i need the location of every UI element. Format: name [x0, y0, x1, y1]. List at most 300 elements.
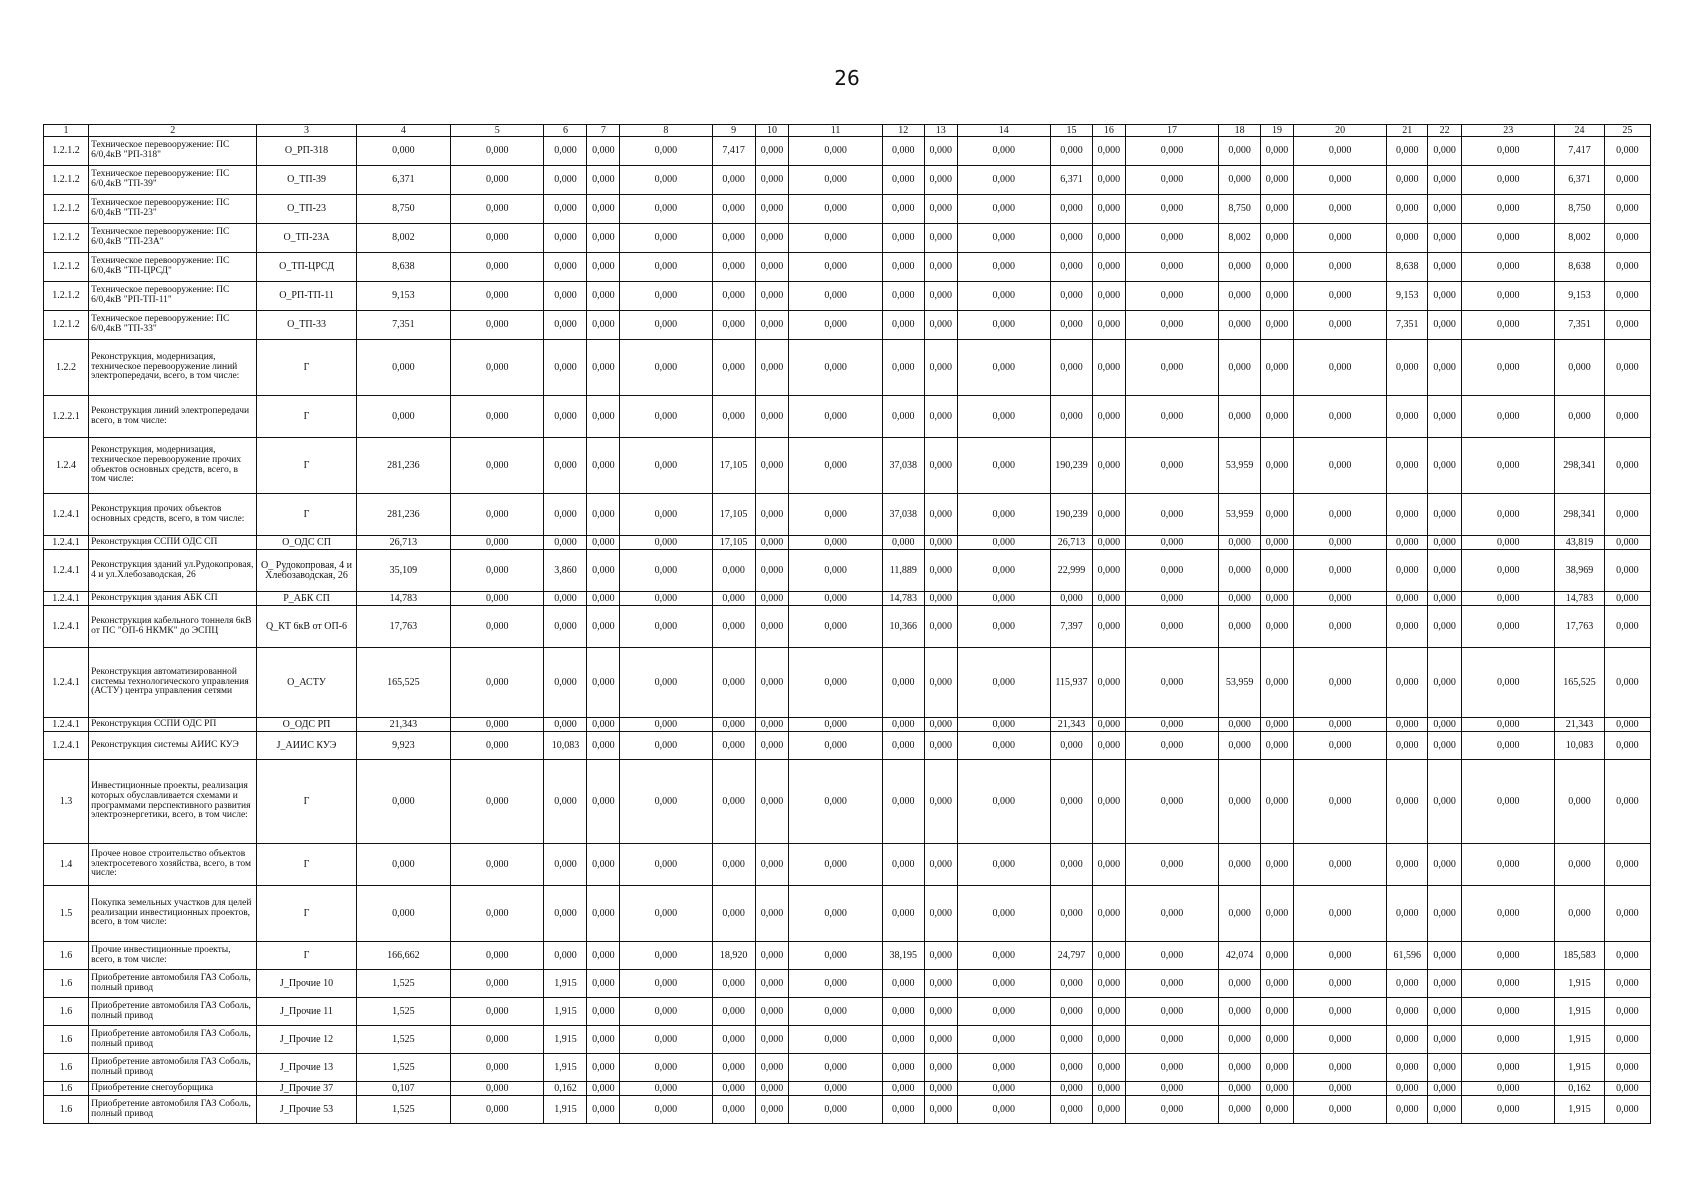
value-cell: 0,000	[957, 648, 1050, 718]
value-cell: 0,000	[587, 224, 620, 253]
value-cell: 0,000	[1428, 195, 1462, 224]
row-id-cell: 1.6	[44, 1082, 89, 1096]
project-code-cell: О_РП-ТП-11	[257, 282, 356, 311]
value-cell: 0,000	[1125, 844, 1218, 886]
value-cell: 0,000	[451, 592, 544, 606]
value-cell: 0,000	[544, 311, 587, 340]
value-cell: 24,797	[1050, 942, 1092, 970]
value-cell: 0,000	[1387, 536, 1428, 550]
value-cell: 0,000	[1293, 592, 1386, 606]
table-row	[44, 732, 1651, 760]
value-cell: 0,000	[1050, 224, 1092, 253]
value-cell: 0,000	[451, 438, 544, 494]
table-row	[44, 592, 1651, 606]
value-cell: 0,000	[544, 282, 587, 311]
value-cell: 10,366	[882, 606, 924, 648]
value-cell: 0,000	[924, 1096, 957, 1124]
value-cell: 0,000	[789, 137, 882, 166]
value-cell: 0,000	[544, 195, 587, 224]
value-cell: 0,000	[924, 438, 957, 494]
project-name-cell: Реконструкция, модернизация, техническое перевооружение прочих объектов основных средств, всего, в том числе:	[89, 438, 257, 494]
value-cell: 0,000	[1462, 195, 1555, 224]
value-cell: 0,000	[620, 195, 712, 224]
column-header: 23	[1462, 125, 1555, 137]
value-cell: 0,000	[1092, 592, 1125, 606]
row-id-cell: 1.2.1.2	[44, 137, 89, 166]
value-cell: 0,000	[620, 886, 712, 942]
value-cell: 0,000	[1219, 732, 1261, 760]
value-cell: 0,000	[587, 166, 620, 195]
value-cell: 0,000	[1125, 494, 1218, 536]
value-cell: 0,000	[1387, 1082, 1428, 1096]
value-cell: 0,000	[1387, 438, 1428, 494]
value-cell: 1,915	[544, 970, 587, 998]
value-cell: 0,000	[620, 1096, 712, 1124]
value-cell: 9,153	[356, 282, 450, 311]
value-cell: 0,000	[789, 536, 882, 550]
project-code-cell: J_Прочие 13	[257, 1054, 356, 1082]
value-cell: 0,000	[1604, 166, 1650, 195]
value-cell: 0,000	[1261, 137, 1294, 166]
project-code-cell: J_АИИС КУЭ	[257, 732, 356, 760]
value-cell: 1,915	[544, 1054, 587, 1082]
value-cell: 6,371	[356, 166, 450, 195]
value-cell: 0,000	[1050, 137, 1092, 166]
project-code-cell: J_Прочие 10	[257, 970, 356, 998]
value-cell: 0,000	[882, 253, 924, 282]
value-cell: 0,000	[957, 606, 1050, 648]
value-cell: 0,000	[1219, 311, 1261, 340]
value-cell: 0,000	[587, 137, 620, 166]
column-header: 2	[89, 125, 257, 137]
value-cell: 1,915	[544, 1026, 587, 1054]
value-cell: 0,000	[924, 224, 957, 253]
value-cell: 0,000	[1428, 1054, 1462, 1082]
value-cell: 0,000	[1261, 606, 1294, 648]
value-cell: 185,583	[1555, 942, 1604, 970]
value-cell: 0,000	[1604, 606, 1650, 648]
value-cell: 0,000	[1092, 732, 1125, 760]
value-cell: 0,000	[620, 844, 712, 886]
value-cell: 0,000	[1604, 970, 1650, 998]
project-name-cell: Техническое перевооружение: ПС 6/0,4кВ "ТП-39"	[89, 166, 257, 195]
value-cell: 0,000	[1092, 224, 1125, 253]
value-cell: 0,000	[451, 970, 544, 998]
value-cell: 0,000	[1219, 1026, 1261, 1054]
value-cell: 0,000	[451, 1096, 544, 1124]
value-cell: 0,000	[1462, 224, 1555, 253]
value-cell: 38,195	[882, 942, 924, 970]
table-row	[44, 606, 1651, 648]
value-cell: 0,000	[924, 844, 957, 886]
project-code-cell: О_ Рудокопровая, 4 и Хлебозаводская, 26	[257, 550, 356, 592]
value-cell: 0,000	[1261, 536, 1294, 550]
value-cell: 0,000	[924, 886, 957, 942]
table-row	[44, 1054, 1651, 1082]
value-cell: 0,000	[924, 282, 957, 311]
value-cell: 0,000	[1387, 606, 1428, 648]
row-id-cell: 1.2.2	[44, 340, 89, 396]
value-cell: 0,000	[957, 396, 1050, 438]
value-cell: 0,000	[1261, 282, 1294, 311]
value-cell: 0,000	[882, 396, 924, 438]
value-cell: 0,000	[882, 1054, 924, 1082]
value-cell: 0,000	[1261, 844, 1294, 886]
value-cell: 0,000	[587, 1026, 620, 1054]
value-cell: 0,000	[356, 396, 450, 438]
value-cell: 0,000	[1387, 1054, 1428, 1082]
value-cell: 0,000	[451, 998, 544, 1026]
value-cell: 0,000	[1125, 970, 1218, 998]
value-cell: 0,000	[1261, 942, 1294, 970]
column-header: 18	[1219, 125, 1261, 137]
value-cell: 0,000	[1604, 998, 1650, 1026]
value-cell: 0,000	[712, 340, 755, 396]
value-cell: 0,000	[1125, 886, 1218, 942]
value-cell: 0,000	[1092, 760, 1125, 844]
value-cell: 0,000	[451, 396, 544, 438]
project-code-cell: Г	[257, 844, 356, 886]
value-cell: 0,000	[1293, 718, 1386, 732]
value-cell: 8,638	[1387, 253, 1428, 282]
value-cell: 0,000	[587, 648, 620, 718]
value-cell: 0,000	[1293, 648, 1386, 718]
value-cell: 0,000	[712, 886, 755, 942]
value-cell: 0,000	[451, 760, 544, 844]
value-cell: 0,000	[1462, 942, 1555, 970]
value-cell: 0,000	[1261, 494, 1294, 536]
value-cell: 0,000	[1092, 282, 1125, 311]
value-cell: 0,000	[1462, 311, 1555, 340]
value-cell: 53,959	[1219, 494, 1261, 536]
value-cell: 0,000	[1092, 1054, 1125, 1082]
value-cell: 14,783	[1555, 592, 1604, 606]
value-cell: 0,000	[924, 1026, 957, 1054]
value-cell: 0,000	[1219, 137, 1261, 166]
table-row	[44, 844, 1651, 886]
value-cell: 0,000	[620, 396, 712, 438]
project-name-cell: Прочие инвестиционные проекты, всего, в том числе:	[89, 942, 257, 970]
value-cell: 0,000	[544, 648, 587, 718]
value-cell: 10,083	[1555, 732, 1604, 760]
value-cell: 0,000	[1428, 732, 1462, 760]
table-row	[44, 1082, 1651, 1096]
value-cell: 0,000	[957, 844, 1050, 886]
value-cell: 0,000	[544, 942, 587, 970]
value-cell: 0,000	[1293, 494, 1386, 536]
value-cell: 0,000	[755, 340, 789, 396]
project-code-cell: Г	[257, 438, 356, 494]
row-id-cell: 1.5	[44, 886, 89, 942]
value-cell: 0,000	[1604, 648, 1650, 718]
value-cell: 0,000	[712, 224, 755, 253]
value-cell: 0,000	[1092, 550, 1125, 592]
value-cell: 42,074	[1219, 942, 1261, 970]
value-cell: 0,000	[587, 732, 620, 760]
value-cell: 0,000	[1050, 396, 1092, 438]
value-cell: 0,000	[451, 166, 544, 195]
value-cell: 0,000	[1428, 494, 1462, 536]
value-cell: 281,236	[356, 438, 450, 494]
value-cell: 0,000	[882, 282, 924, 311]
value-cell: 0,000	[1462, 760, 1555, 844]
value-cell: 26,713	[1050, 536, 1092, 550]
value-cell: 0,000	[957, 592, 1050, 606]
value-cell: 17,763	[1555, 606, 1604, 648]
project-name-cell: Техническое перевооружение: ПС 6/0,4кВ "РП-318"	[89, 137, 257, 166]
value-cell: 0,000	[1462, 166, 1555, 195]
value-cell: 0,000	[1050, 760, 1092, 844]
project-code-cell: О_ТП-23	[257, 195, 356, 224]
value-cell: 0,000	[1219, 1096, 1261, 1124]
value-cell: 0,000	[712, 253, 755, 282]
value-cell: 0,000	[712, 732, 755, 760]
value-cell: 0,000	[1050, 282, 1092, 311]
value-cell: 0,000	[1293, 1026, 1386, 1054]
row-id-cell: 1.3	[44, 760, 89, 844]
value-cell: 0,000	[1462, 592, 1555, 606]
value-cell: 0,000	[755, 253, 789, 282]
value-cell: 0,000	[1092, 942, 1125, 970]
value-cell: 0,000	[755, 844, 789, 886]
value-cell: 0,000	[1387, 732, 1428, 760]
value-cell: 1,915	[544, 1096, 587, 1124]
value-cell: 0,000	[924, 648, 957, 718]
table-row	[44, 1096, 1651, 1124]
value-cell: 0,000	[712, 760, 755, 844]
value-cell: 0,000	[957, 494, 1050, 536]
value-cell: 14,783	[356, 592, 450, 606]
value-cell: 0,000	[924, 311, 957, 340]
value-cell: 0,000	[1293, 550, 1386, 592]
project-code-cell: О_РП-318	[257, 137, 356, 166]
project-name-cell: Реконструкция прочих объектов основных средств, всего, в том числе:	[89, 494, 257, 536]
value-cell: 0,000	[882, 732, 924, 760]
value-cell: 7,351	[356, 311, 450, 340]
value-cell: 0,162	[544, 1082, 587, 1096]
value-cell: 0,000	[620, 1082, 712, 1096]
value-cell: 0,000	[1428, 340, 1462, 396]
value-cell: 0,000	[789, 732, 882, 760]
value-cell: 0,000	[712, 1082, 755, 1096]
value-cell: 0,000	[1219, 1054, 1261, 1082]
value-cell: 8,638	[356, 253, 450, 282]
value-cell: 0,000	[957, 253, 1050, 282]
value-cell: 0,000	[1604, 1096, 1650, 1124]
value-cell: 0,000	[1428, 606, 1462, 648]
value-cell: 298,341	[1555, 494, 1604, 536]
value-cell: 0,000	[1219, 396, 1261, 438]
value-cell: 0,000	[544, 396, 587, 438]
value-cell: 0,000	[1125, 732, 1218, 760]
value-cell: 0,000	[957, 718, 1050, 732]
project-name-cell: Реконструкция автоматизированной системы технологического управления (АСТУ) центра управления сетями	[89, 648, 257, 718]
column-header: 12	[882, 125, 924, 137]
value-cell: 0,000	[882, 886, 924, 942]
value-cell: 0,000	[712, 648, 755, 718]
value-cell: 0,000	[957, 732, 1050, 760]
column-header: 15	[1050, 125, 1092, 137]
value-cell: 0,000	[957, 886, 1050, 942]
project-code-cell: Р_АБК СП	[257, 592, 356, 606]
value-cell: 0,000	[1387, 970, 1428, 998]
column-header: 1	[44, 125, 89, 137]
value-cell: 0,000	[1092, 396, 1125, 438]
value-cell: 0,000	[957, 438, 1050, 494]
value-cell: 0,000	[1387, 998, 1428, 1026]
project-name-cell: Прочее новое строительство объектов электросетевого хозяйства, всего, в том числе:	[89, 844, 257, 886]
value-cell: 0,000	[451, 550, 544, 592]
value-cell: 0,000	[1261, 1026, 1294, 1054]
project-name-cell: Техническое перевооружение: ПС 6/0,4кВ "ТП-ЦРСД"	[89, 253, 257, 282]
value-cell: 0,000	[1293, 311, 1386, 340]
value-cell: 0,000	[451, 648, 544, 718]
value-cell: 0,000	[789, 340, 882, 396]
value-cell: 0,000	[1462, 1054, 1555, 1082]
value-cell: 0,000	[620, 606, 712, 648]
value-cell: 0,000	[1219, 166, 1261, 195]
project-name-cell: Приобретение снегоуборщика	[89, 1082, 257, 1096]
value-cell: 0,000	[1604, 844, 1650, 886]
value-cell: 0,000	[1092, 886, 1125, 942]
project-name-cell: Реконструкция, модернизация, техническое перевооружение линий электропередачи, всего, в том числе:	[89, 340, 257, 396]
project-name-cell: Реконструкция системы АИИС КУЭ	[89, 732, 257, 760]
value-cell: 0,000	[789, 998, 882, 1026]
value-cell: 0,000	[1387, 648, 1428, 718]
value-cell: 7,417	[712, 137, 755, 166]
column-header: 8	[620, 125, 712, 137]
value-cell: 0,000	[789, 886, 882, 942]
row-id-cell: 1.2.2.1	[44, 396, 89, 438]
value-cell: 0,000	[957, 1082, 1050, 1096]
row-id-cell: 1.2.4.1	[44, 550, 89, 592]
value-cell: 0,000	[1219, 998, 1261, 1026]
table-row	[44, 340, 1651, 396]
value-cell: 0,000	[755, 760, 789, 844]
value-cell: 0,000	[882, 1026, 924, 1054]
value-cell: 35,109	[356, 550, 450, 592]
value-cell: 0,000	[620, 550, 712, 592]
value-cell: 0,000	[620, 998, 712, 1026]
value-cell: 0,000	[924, 1054, 957, 1082]
value-cell: 0,000	[1387, 550, 1428, 592]
value-cell: 0,000	[1555, 760, 1604, 844]
value-cell: 0,000	[1428, 137, 1462, 166]
value-cell: 0,000	[789, 648, 882, 718]
value-cell: 0,000	[1387, 1096, 1428, 1124]
value-cell: 0,000	[957, 195, 1050, 224]
value-cell: 0,000	[789, 550, 882, 592]
value-cell: 0,000	[620, 760, 712, 844]
value-cell: 0,000	[587, 282, 620, 311]
value-cell: 0,000	[755, 224, 789, 253]
value-cell: 0,000	[924, 195, 957, 224]
table-body	[44, 137, 1651, 1124]
value-cell: 0,000	[1462, 606, 1555, 648]
value-cell: 0,000	[1092, 438, 1125, 494]
value-cell: 0,000	[1293, 536, 1386, 550]
value-cell: 0,000	[451, 1082, 544, 1096]
value-cell: 0,000	[620, 494, 712, 536]
value-cell: 0,000	[1428, 1082, 1462, 1096]
value-cell: 0,000	[882, 998, 924, 1026]
value-cell: 0,000	[1555, 340, 1604, 396]
value-cell: 0,000	[1092, 970, 1125, 998]
value-cell: 0,000	[1462, 494, 1555, 536]
value-cell: 8,002	[1219, 224, 1261, 253]
value-cell: 0,000	[789, 760, 882, 844]
table-row	[44, 396, 1651, 438]
project-code-cell: О_ОДС РП	[257, 718, 356, 732]
value-cell: 0,000	[587, 718, 620, 732]
project-name-cell: Техническое перевооружение: ПС 6/0,4кВ "ТП-23А"	[89, 224, 257, 253]
value-cell: 8,750	[1219, 195, 1261, 224]
value-cell: 0,000	[1387, 844, 1428, 886]
value-cell: 0,000	[1050, 886, 1092, 942]
value-cell: 0,000	[1293, 844, 1386, 886]
value-cell: 0,000	[789, 1026, 882, 1054]
value-cell: 0,000	[1428, 844, 1462, 886]
value-cell: 0,000	[924, 718, 957, 732]
value-cell: 0,000	[1261, 1082, 1294, 1096]
value-cell: 0,000	[755, 550, 789, 592]
value-cell: 0,000	[356, 886, 450, 942]
value-cell: 0,000	[620, 340, 712, 396]
value-cell: 0,000	[1604, 438, 1650, 494]
value-cell: 0,000	[1092, 1082, 1125, 1096]
value-cell: 0,000	[587, 340, 620, 396]
value-cell: 0,000	[1092, 648, 1125, 718]
value-cell: 0,000	[1125, 282, 1218, 311]
project-name-cell: Инвестиционные проекты, реализация которых обуславливается схемами и программами перспективного развития электроэнергетики, всего, в том числе:	[89, 760, 257, 844]
value-cell: 0,000	[1261, 718, 1294, 732]
value-cell: 0,000	[957, 998, 1050, 1026]
value-cell: 0,000	[1125, 648, 1218, 718]
project-name-cell: Реконструкция здания АБК СП	[89, 592, 257, 606]
value-cell: 0,000	[1462, 396, 1555, 438]
value-cell: 0,000	[712, 195, 755, 224]
row-id-cell: 1.2.4.1	[44, 718, 89, 732]
value-cell: 0,000	[587, 438, 620, 494]
value-cell: 0,000	[1050, 253, 1092, 282]
value-cell: 1,525	[356, 1096, 450, 1124]
value-cell: 0,000	[620, 592, 712, 606]
value-cell: 0,000	[712, 550, 755, 592]
value-cell: 0,000	[1387, 718, 1428, 732]
value-cell: 0,000	[924, 970, 957, 998]
value-cell: 0,000	[544, 340, 587, 396]
project-code-cell: J_Прочие 53	[257, 1096, 356, 1124]
value-cell: 8,750	[356, 195, 450, 224]
value-cell: 0,000	[1125, 592, 1218, 606]
value-cell: 7,351	[1387, 311, 1428, 340]
value-cell: 0,000	[1219, 592, 1261, 606]
value-cell: 0,000	[712, 998, 755, 1026]
value-cell: 0,000	[1125, 224, 1218, 253]
value-cell: 6,371	[1050, 166, 1092, 195]
value-cell: 0,000	[1050, 1054, 1092, 1082]
value-cell: 0,000	[924, 606, 957, 648]
value-cell: 0,000	[1428, 166, 1462, 195]
value-cell: 0,000	[1092, 536, 1125, 550]
value-cell: 0,000	[1462, 536, 1555, 550]
value-cell: 0,000	[451, 282, 544, 311]
value-cell: 0,000	[755, 970, 789, 998]
value-cell: 0,000	[882, 340, 924, 396]
value-cell: 17,763	[356, 606, 450, 648]
value-cell: 0,000	[1261, 253, 1294, 282]
value-cell: 10,083	[544, 732, 587, 760]
